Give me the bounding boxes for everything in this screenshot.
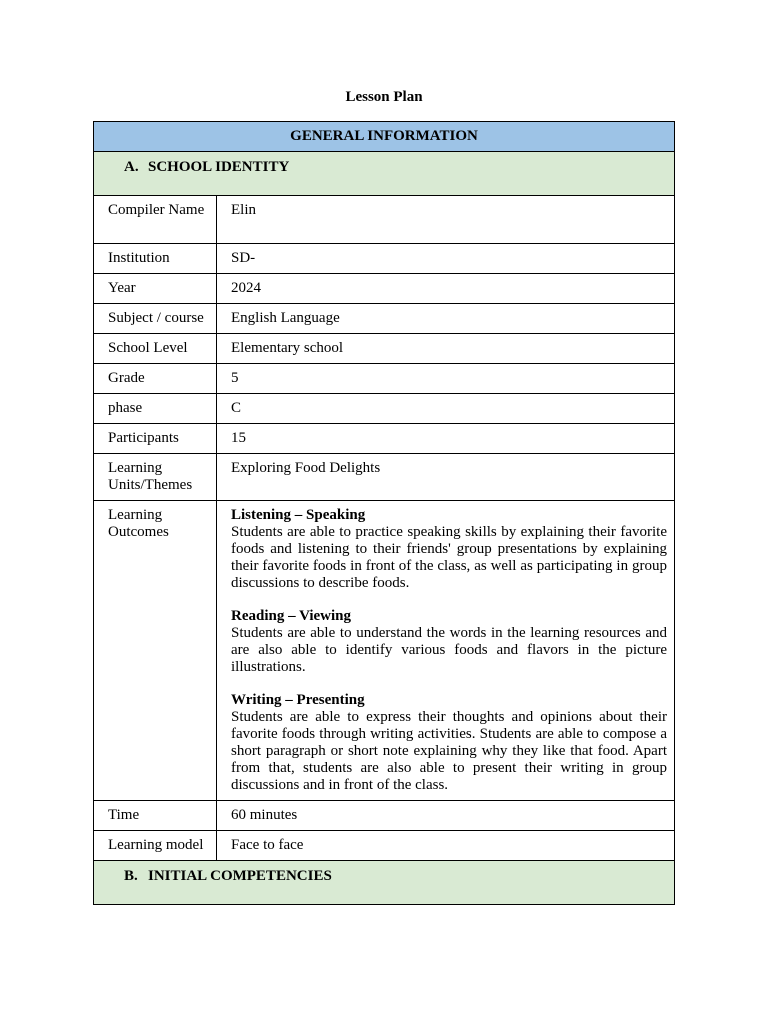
row-value: Exploring Food Delights bbox=[217, 454, 675, 501]
row-label: School Level bbox=[94, 334, 217, 364]
outcome-heading: Writing – Presenting bbox=[231, 692, 365, 708]
table-row bbox=[94, 801, 675, 831]
table-row bbox=[94, 454, 675, 501]
row-value: 2024 bbox=[217, 274, 675, 304]
outcome-block bbox=[231, 692, 667, 794]
outcome-text: Students are able to express their thoughts and opinions about their favorite foods through writing activities. Students are able to compose a short paragraph or short note explaining why they like that food. Apart from that, students are also able to present their writing in group discussions and in front of the class. bbox=[231, 709, 667, 793]
row-label: Grade bbox=[94, 364, 217, 394]
table-row bbox=[94, 424, 675, 454]
row-label: Participants bbox=[94, 424, 217, 454]
row-label: Learning Units/Themes bbox=[94, 454, 217, 501]
section-b-header bbox=[94, 861, 675, 905]
outcome-block bbox=[231, 608, 667, 676]
table-row bbox=[94, 304, 675, 334]
general-information-header-row bbox=[94, 122, 675, 152]
section-a-row bbox=[94, 152, 675, 196]
outcome-text: Students are able to practice speaking skills by explaining their favorite foods and listening to their friends' group presentations by explaining their favorite foods in front of the class, as well as participating in group discussions to describe foods. bbox=[231, 524, 667, 591]
section-a-letter: A. bbox=[124, 159, 139, 175]
section-b-title: INITIAL COMPETENCIES bbox=[148, 868, 332, 884]
table-row bbox=[94, 831, 675, 861]
lesson-plan-table bbox=[93, 121, 675, 905]
outcome-block bbox=[231, 507, 667, 592]
section-b-row bbox=[94, 861, 675, 905]
row-label: Learning model bbox=[94, 831, 217, 861]
table-row bbox=[94, 244, 675, 274]
section-a-header bbox=[94, 152, 675, 196]
row-value: Elin bbox=[217, 196, 675, 244]
row-value: Face to face bbox=[217, 831, 675, 861]
row-label: Time bbox=[94, 801, 217, 831]
table-row bbox=[94, 394, 675, 424]
row-value: 5 bbox=[217, 364, 675, 394]
outcome-text: Students are able to understand the words in the learning resources and are also able to identify various foods and flavors in the picture illustrations. bbox=[231, 625, 667, 675]
table-row bbox=[94, 334, 675, 364]
row-value: English Language bbox=[217, 304, 675, 334]
row-label: phase bbox=[94, 394, 217, 424]
section-b-letter: B. bbox=[124, 868, 138, 884]
row-value: SD- bbox=[217, 244, 675, 274]
learning-outcomes-cell bbox=[217, 501, 675, 801]
row-label: Year bbox=[94, 274, 217, 304]
table-row bbox=[94, 364, 675, 394]
outcome-heading: Reading – Viewing bbox=[231, 608, 352, 624]
row-label: Learning Outcomes bbox=[94, 501, 217, 801]
row-label: Institution bbox=[94, 244, 217, 274]
table-row bbox=[94, 274, 675, 304]
row-value: 60 minutes bbox=[217, 801, 675, 831]
row-value: 15 bbox=[217, 424, 675, 454]
learning-outcomes-row bbox=[94, 501, 675, 801]
document-title: Lesson Plan bbox=[345, 89, 423, 105]
general-information-header: GENERAL INFORMATION bbox=[94, 122, 675, 152]
row-value: C bbox=[217, 394, 675, 424]
row-label: Compiler Name bbox=[94, 196, 217, 244]
outcome-heading: Listening – Speaking bbox=[231, 507, 366, 523]
row-value: Elementary school bbox=[217, 334, 675, 364]
table-row bbox=[94, 196, 675, 244]
section-a-title: SCHOOL IDENTITY bbox=[148, 159, 290, 175]
row-label: Subject / course bbox=[94, 304, 217, 334]
